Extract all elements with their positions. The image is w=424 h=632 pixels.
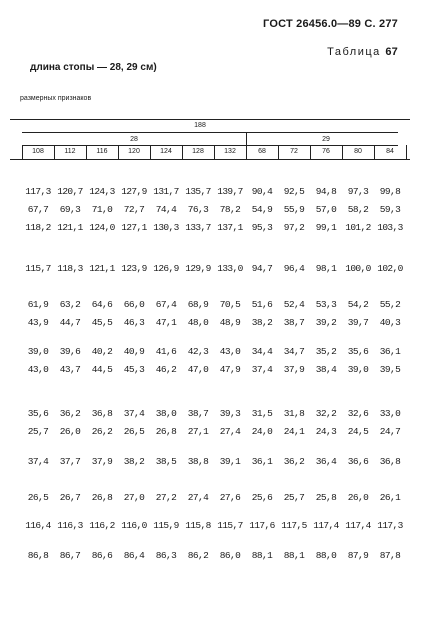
table-cell: 115,9 (153, 520, 179, 531)
table-cell: 124,3 (89, 186, 115, 197)
table-cell: 115,7 (25, 263, 51, 274)
table-cell: 87,8 (379, 550, 401, 561)
table-cell: 53,3 (315, 299, 337, 310)
table-cell: 120,7 (57, 186, 83, 197)
table-cell: 78,2 (219, 204, 241, 215)
table-cell: 36,1 (379, 346, 401, 357)
table-cell: 135,7 (185, 186, 211, 197)
table-cell: 100,0 (345, 263, 371, 274)
table-cell: 39,6 (59, 346, 81, 357)
table-cell: 96,4 (283, 263, 305, 274)
table-cell: 36,8 (91, 408, 113, 419)
table-cell: 24,0 (251, 426, 273, 437)
table-cell: 26,8 (91, 492, 113, 503)
table-cell: 26,5 (27, 492, 49, 503)
table-cell: 24,7 (379, 426, 401, 437)
column-header: 72 (290, 148, 298, 155)
table-cell: 27,2 (155, 492, 177, 503)
table-cell: 36,1 (251, 456, 273, 467)
table-cell: 68,9 (187, 299, 209, 310)
table-cell: 67,4 (155, 299, 177, 310)
table-cell: 57,0 (315, 204, 337, 215)
column-header: 128 (192, 148, 204, 155)
column-header: 80 (354, 148, 362, 155)
table-cell: 92,5 (283, 186, 305, 197)
table-cell: 37,9 (283, 364, 305, 375)
table-cell: 133,7 (185, 222, 211, 233)
table-cell: 101,2 (345, 222, 371, 233)
table-rule-top (10, 119, 410, 120)
table-cell: 61,9 (27, 299, 49, 310)
table-cell: 35,6 (347, 346, 369, 357)
table-cell: 41,6 (155, 346, 177, 357)
table-cell: 86,6 (91, 550, 113, 561)
table-cell: 86,0 (219, 550, 241, 561)
table-cell: 26,8 (155, 426, 177, 437)
table-cell: 87,9 (347, 550, 369, 561)
table-cell: 116,0 (121, 520, 147, 531)
table-cell: 36,2 (59, 408, 81, 419)
table-cell: 51,6 (251, 299, 273, 310)
table-cell: 117,3 (377, 520, 403, 531)
column-header: 120 (128, 148, 140, 155)
table-cell: 34,7 (283, 346, 305, 357)
table-cell: 33,0 (379, 408, 401, 419)
table-cell: 115,7 (217, 520, 243, 531)
table-cell: 117,4 (345, 520, 371, 531)
table-cell: 39,3 (219, 408, 241, 419)
table-cell: 26,5 (123, 426, 145, 437)
table-cell: 38,8 (187, 456, 209, 467)
group-label-29: 29 (322, 136, 330, 143)
table-cell: 24,3 (315, 426, 337, 437)
table-title: длина стопы — 28, 29 см) (30, 62, 157, 73)
table-cell: 118,3 (57, 263, 83, 274)
table-cell: 42,3 (187, 346, 209, 357)
table-cell: 44,5 (91, 364, 113, 375)
top-label: 188 (194, 122, 206, 129)
table-cell: 97,3 (347, 186, 369, 197)
table-cell: 43,7 (59, 364, 81, 375)
table-cell: 46,3 (123, 317, 145, 328)
table-cell: 76,3 (187, 204, 209, 215)
table-cell: 99,8 (379, 186, 401, 197)
table-cell: 27,4 (187, 492, 209, 503)
table-cell: 26,7 (59, 492, 81, 503)
table-cell: 39,5 (379, 364, 401, 375)
column-header: 116 (96, 148, 108, 155)
table-cell: 38,7 (283, 317, 305, 328)
table-cell: 44,7 (59, 317, 81, 328)
table-cell: 26,0 (59, 426, 81, 437)
table-cell: 64,6 (91, 299, 113, 310)
table-cell: 39,0 (27, 346, 49, 357)
column-header: 68 (258, 148, 266, 155)
table-cell: 69,3 (59, 204, 81, 215)
table-cell: 117,6 (249, 520, 275, 531)
table-cell: 117,4 (313, 520, 339, 531)
column-divider (406, 145, 407, 159)
table-cell: 71,0 (91, 204, 113, 215)
table-cell: 59,3 (379, 204, 401, 215)
table-cell: 116,3 (57, 520, 83, 531)
table-cell: 47,9 (219, 364, 241, 375)
table-cell: 46,2 (155, 364, 177, 375)
table-caption-number: 67 (385, 46, 398, 58)
table-cell: 66,0 (123, 299, 145, 310)
table-cell: 45,5 (91, 317, 113, 328)
table-cell: 31,5 (251, 408, 273, 419)
table-cell: 48,9 (219, 317, 241, 328)
table-cell: 86,2 (187, 550, 209, 561)
table-cell: 124,0 (89, 222, 115, 233)
table-cell: 27,6 (219, 492, 241, 503)
table-cell: 94,7 (251, 263, 273, 274)
table-cell: 99,1 (315, 222, 337, 233)
column-header: 108 (32, 148, 44, 155)
group-label-28: 28 (130, 136, 138, 143)
table-cell: 35,2 (315, 346, 337, 357)
table-cell: 37,4 (27, 456, 49, 467)
table-cell: 38,2 (123, 456, 145, 467)
table-cell: 116,4 (25, 520, 51, 531)
table-cell: 25,8 (315, 492, 337, 503)
table-caption-word: Таблица (327, 46, 381, 58)
table-cell: 133,0 (217, 263, 243, 274)
column-header: 132 (224, 148, 236, 155)
table-cell: 37,4 (251, 364, 273, 375)
table-cell: 86,4 (123, 550, 145, 561)
table-cell: 37,9 (91, 456, 113, 467)
table-cell: 38,5 (155, 456, 177, 467)
table-cell: 90,4 (251, 186, 273, 197)
table-cell: 95,3 (251, 222, 273, 233)
table-cell: 118,2 (25, 222, 51, 233)
table-cell: 72,7 (123, 204, 145, 215)
table-cell: 117,3 (25, 186, 51, 197)
table-cell: 137,1 (217, 222, 243, 233)
table-cell: 54,2 (347, 299, 369, 310)
table-cell: 131,7 (153, 186, 179, 197)
table-cell: 123,9 (121, 263, 147, 274)
table-rule-header-bottom (10, 159, 410, 160)
table-cell: 63,2 (59, 299, 81, 310)
table-cell: 40,2 (91, 346, 113, 357)
table-cell: 32,6 (347, 408, 369, 419)
table-cell: 27,4 (219, 426, 241, 437)
column-header: 124 (160, 148, 172, 155)
table-cell: 48,0 (187, 317, 209, 328)
table-cell: 43,9 (27, 317, 49, 328)
table-cell: 98,1 (315, 263, 337, 274)
table-cell: 58,2 (347, 204, 369, 215)
page-header-standard: ГОСТ 26456.0—89 С. 277 (263, 18, 398, 30)
table-cell: 38,4 (315, 364, 337, 375)
table-cell: 88,1 (283, 550, 305, 561)
table-cell: 43,0 (27, 364, 49, 375)
table-cell: 24,1 (283, 426, 305, 437)
table-cell: 103,3 (377, 222, 403, 233)
table-cell: 43,0 (219, 346, 241, 357)
table-cell: 116,2 (89, 520, 115, 531)
table-cell: 36,6 (347, 456, 369, 467)
table-cell: 24,5 (347, 426, 369, 437)
table-cell: 74,4 (155, 204, 177, 215)
table-cell: 40,9 (123, 346, 145, 357)
table-rule-top-label (22, 132, 398, 133)
table-cell: 97,2 (283, 222, 305, 233)
table-cell: 37,7 (59, 456, 81, 467)
table-cell: 39,0 (347, 364, 369, 375)
table-cell: 55,2 (379, 299, 401, 310)
table-cell: 86,3 (155, 550, 177, 561)
table-cell: 39,7 (347, 317, 369, 328)
table-cell: 26,2 (91, 426, 113, 437)
table-cell: 115,8 (185, 520, 211, 531)
table-cell: 32,2 (315, 408, 337, 419)
table-cell: 40,3 (379, 317, 401, 328)
table-cell: 31,8 (283, 408, 305, 419)
table-cell: 121,1 (89, 263, 115, 274)
table-cell: 67,7 (27, 204, 49, 215)
table-cell: 86,8 (27, 550, 49, 561)
table-cell: 52,4 (283, 299, 305, 310)
table-cell: 38,7 (187, 408, 209, 419)
table-cell: 27,0 (123, 492, 145, 503)
table-cell: 25,7 (27, 426, 49, 437)
table-caption (327, 46, 398, 58)
table-cell: 129,9 (185, 263, 211, 274)
table-cell: 88,1 (251, 550, 273, 561)
table-cell: 121,1 (57, 222, 83, 233)
table-cell: 26,0 (347, 492, 369, 503)
table-cell: 26,1 (379, 492, 401, 503)
table-cell: 35,6 (27, 408, 49, 419)
table-cell: 39,2 (315, 317, 337, 328)
table-cell: 86,7 (59, 550, 81, 561)
table-cell: 54,9 (251, 204, 273, 215)
table-cell: 25,6 (251, 492, 273, 503)
table-cell: 94,8 (315, 186, 337, 197)
table-cell: 34,4 (251, 346, 273, 357)
table-cell: 36,4 (315, 456, 337, 467)
table-cell: 27,1 (187, 426, 209, 437)
table-cell: 47,0 (187, 364, 209, 375)
table-cell: 127,1 (121, 222, 147, 233)
table-cell: 47,1 (155, 317, 177, 328)
table-cell: 39,1 (219, 456, 241, 467)
table-cell: 25,7 (283, 492, 305, 503)
table-cell: 139,7 (217, 186, 243, 197)
table-cell: 127,9 (121, 186, 147, 197)
table-cell: 38,0 (155, 408, 177, 419)
table-cell: 38,2 (251, 317, 273, 328)
column-header: 84 (386, 148, 394, 155)
table-cell: 88,0 (315, 550, 337, 561)
table-subtitle: размерных признаков (20, 95, 92, 102)
table-cell: 130,3 (153, 222, 179, 233)
table-cell: 55,9 (283, 204, 305, 215)
table-cell: 36,2 (283, 456, 305, 467)
table-cell: 117,5 (281, 520, 307, 531)
table-cell: 37,4 (123, 408, 145, 419)
table-cell: 126,9 (153, 263, 179, 274)
column-header: 112 (64, 148, 76, 155)
table-cell: 102,0 (377, 263, 403, 274)
table-cell: 45,3 (123, 364, 145, 375)
table-cell: 70,5 (219, 299, 241, 310)
column-header: 76 (322, 148, 330, 155)
table-cell: 36,8 (379, 456, 401, 467)
